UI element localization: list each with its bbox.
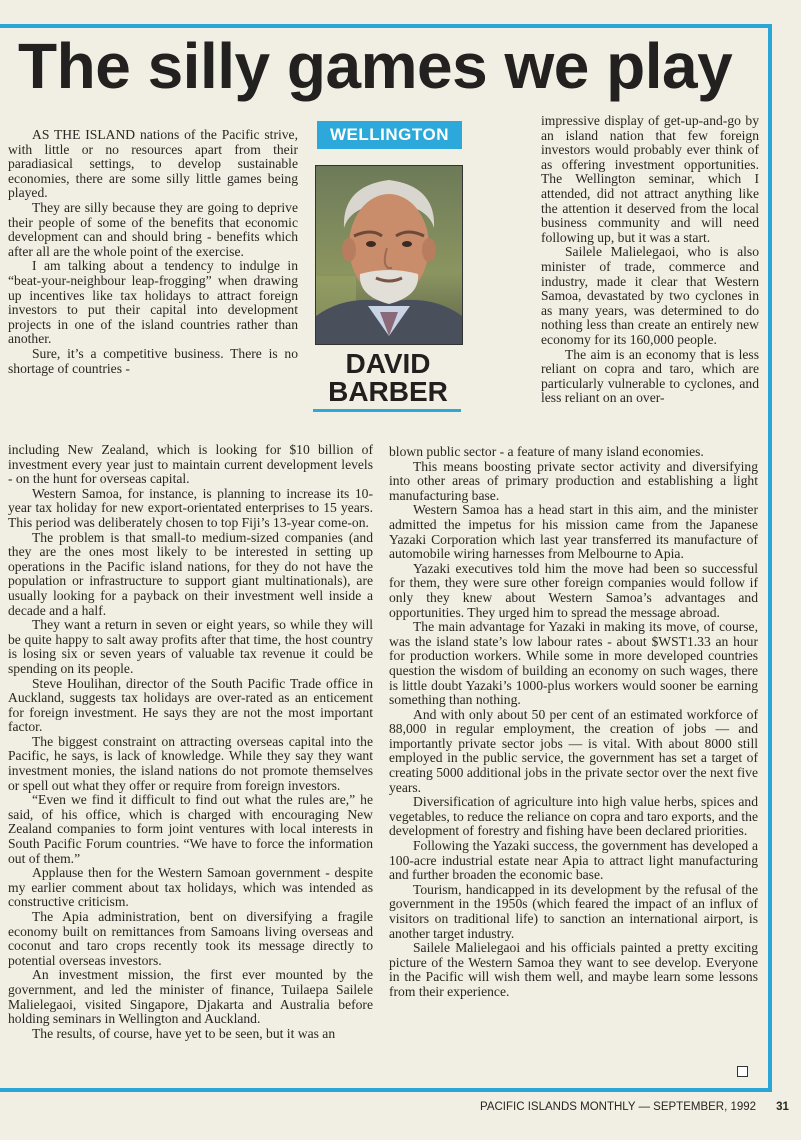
paragraph: They are silly because they are going to deprive their people of some of the benefits that economic development can and should bring - benefits which after all are the whole point of the exercise. xyxy=(8,199,298,259)
headline: The silly games we play xyxy=(18,30,733,102)
column-right-top xyxy=(541,114,759,406)
author-photo xyxy=(315,165,463,345)
author-last-name: BARBER xyxy=(328,376,448,407)
column-left-wide xyxy=(8,443,373,1041)
end-of-article-mark xyxy=(737,1066,748,1077)
paragraph: The biggest constraint on attracting overseas capital into the Pacific, he says, is lack of knowledge. While they say they want investment monies, the island nations do not promote themselves or spell out what they offer or require from foreign investors. xyxy=(8,733,373,793)
paragraph: The problem is that small-to medium-sized companies (and they are the ones most likely to be interested in setting up operations in the Pacific island nations, for they do not have the population or infrastructure to support giant multinationals), are usually looking for a payback on their investment well inside a decade and a half. xyxy=(8,529,373,618)
author-byline xyxy=(313,350,463,406)
publication-line: PACIFIC ISLANDS MONTHLY — SEPTEMBER, 1992 xyxy=(480,1101,757,1113)
paragraph: Yazaki executives told him the move had been so successful for them, they were sure other foreign companies would follow if only they knew about Western Samoa’s advantages and opportunities. They urged him to spread the message abroad. xyxy=(389,560,758,620)
paragraph: Sailele Malielegaoi and his officials painted a pretty exciting picture of the Western Samoa they want to see develop. Everyone in the Pacific will wish them well, and maybe learn some lessons from their experience. xyxy=(389,940,758,999)
column-left xyxy=(8,128,298,376)
paragraph: The aim is an economy that is less reliant on copra and taro, which are particularly vulnerable to cyclones, and less reliant on an over- xyxy=(541,346,759,406)
paragraph: blown public sector - a feature of many island economies. xyxy=(389,444,704,459)
paragraph: The Apia administration, bent on diversifying a fragile economy built on remittances from Samoans living overseas and coconut and taro crops recently took its message directly to potential overseas investors. xyxy=(8,909,373,968)
paragraph: The main advantage for Yazaki in making its move, of course, was the island state’s low labour rates - about $WST1.33 an hour for production workers. While some in more developed countries question the wisdom of building an economy on such wages, there is little doubt Yazaki’s 1000-plus workers would sooner be earning something than nothing. xyxy=(389,619,758,708)
paragraph: I am talking about a tendency to indulge in “beat-your-neighbour leap-frogging” when drawing up incentives like tax holidays to attract foreign investors to put their capital into development projects in one of the island countries rather than another. xyxy=(8,258,298,347)
paragraph: Sailele Malielegaoi, who is also minister of trade, commerce and industry, made it clear that Western Samoa, devastated by two cyclones in as many years, was determined to do nothing less than create an entirely new economy for its 160,000 people. xyxy=(541,244,759,347)
paragraph: Western Samoa, for instance, is planning to increase its 10-year tax holiday for new export-orientated enterprises to 15 years. This period was deliberately chosen to top Fiji’s 13-year come-on. xyxy=(8,485,373,530)
paragraph: Following the Yazaki success, the government has developed a 100-acre industrial estate near Apia to attract light manufacturing and further broaden the economic base. xyxy=(389,838,758,883)
paragraph: Diversification of agriculture into high value herbs, spices and vegetables, to reduce the reliance on copra and taro exports, and the development of forestry and fishing have been declared priorities. xyxy=(389,794,758,839)
paragraph: Tourism, handicapped in its development by the refusal of the government in the 1950s (which feared the impact of an influx of visitors on traditional life) to sanction an international airport, is another target industry. xyxy=(389,881,758,941)
paragraph: And with only about 50 per cent of an estimated workforce of 88,000 in regular employment, the creation of jobs — and importantly private sector jobs — is vital. With about 8000 still employed in the public service, the government has set a target of creating 5000 additional jobs in the private sector over the next five years. xyxy=(389,706,758,795)
dateline-badge: WELLINGTON xyxy=(317,121,462,149)
column-right xyxy=(389,445,758,1000)
paragraph: Sure, it’s a competitive business. There is no shortage of countries - xyxy=(8,345,298,376)
paragraph: Applause then for the Western Samoan government - despite my earlier comment about tax holidays, which was intended as constructive criticism. xyxy=(8,865,373,910)
paragraph: AS THE ISLAND nations of the Pacific strive, with little or no resources apart from their paradiasical settings, to develop sustainable economies, there are some silly little games being played. xyxy=(8,127,298,201)
paragraph: They want a return in seven or eight years, so while they will be quite happy to salt away profits after that time, the host country is losing six or seven years of valuable tax revenue it could be spending on its people. xyxy=(8,617,373,676)
paragraph: Western Samoa has a head start in this aim, and the minister admitted the impetus for his mission came from the Japanese Yazaki Corporation which last year transferred its manufacture of automobile wiring harnesses from Melbourne to Apia. xyxy=(389,502,758,562)
page-footer xyxy=(480,1100,789,1114)
paragraph: An investment mission, the first ever mounted by the government, and led the minister of finance, Tuilaepa Sailele Malielegaoi, visited Singapore, Djakarta and Australia before holding seminars in Wellington and Auckland. xyxy=(8,967,373,1027)
byline-rule xyxy=(313,409,461,412)
paragraph: “Even we find it difficult to find out what the rules are,” he said, of his office, which is charged with encouraging New Zealand companies to form joint ventures with local interests in South Pacific Forum countries. “We have to force the information out of them.” xyxy=(8,792,373,866)
author-first-name: DAVID xyxy=(345,348,431,379)
page-number: 31 xyxy=(776,1101,789,1113)
paragraph: This means boosting private sector activity and diversifying into other areas of primary production and establishing a light manufacturing base. xyxy=(389,458,758,503)
paragraph: The results, of course, have yet to be seen, but it was an xyxy=(32,1025,336,1041)
paragraph: Steve Houlihan, director of the South Pacific Trade office in Auckland, suggests tax holidays are over-rated as an enticement for foreign investment. He says they are not the most important factor. xyxy=(8,675,373,735)
paragraph: impressive display of get-up-and-go by an island nation that few foreign investors would probably ever think of as offering investment opportunities. The Wellington seminar, which I attended, did not attract anything like the attention it deserved from the local business community and will need following up, but it was a start. xyxy=(541,113,759,245)
paragraph: including New Zealand, which is looking for $10 billion of investment every year just to maintain current development levels - on the hunt for overseas capital. xyxy=(8,442,373,487)
